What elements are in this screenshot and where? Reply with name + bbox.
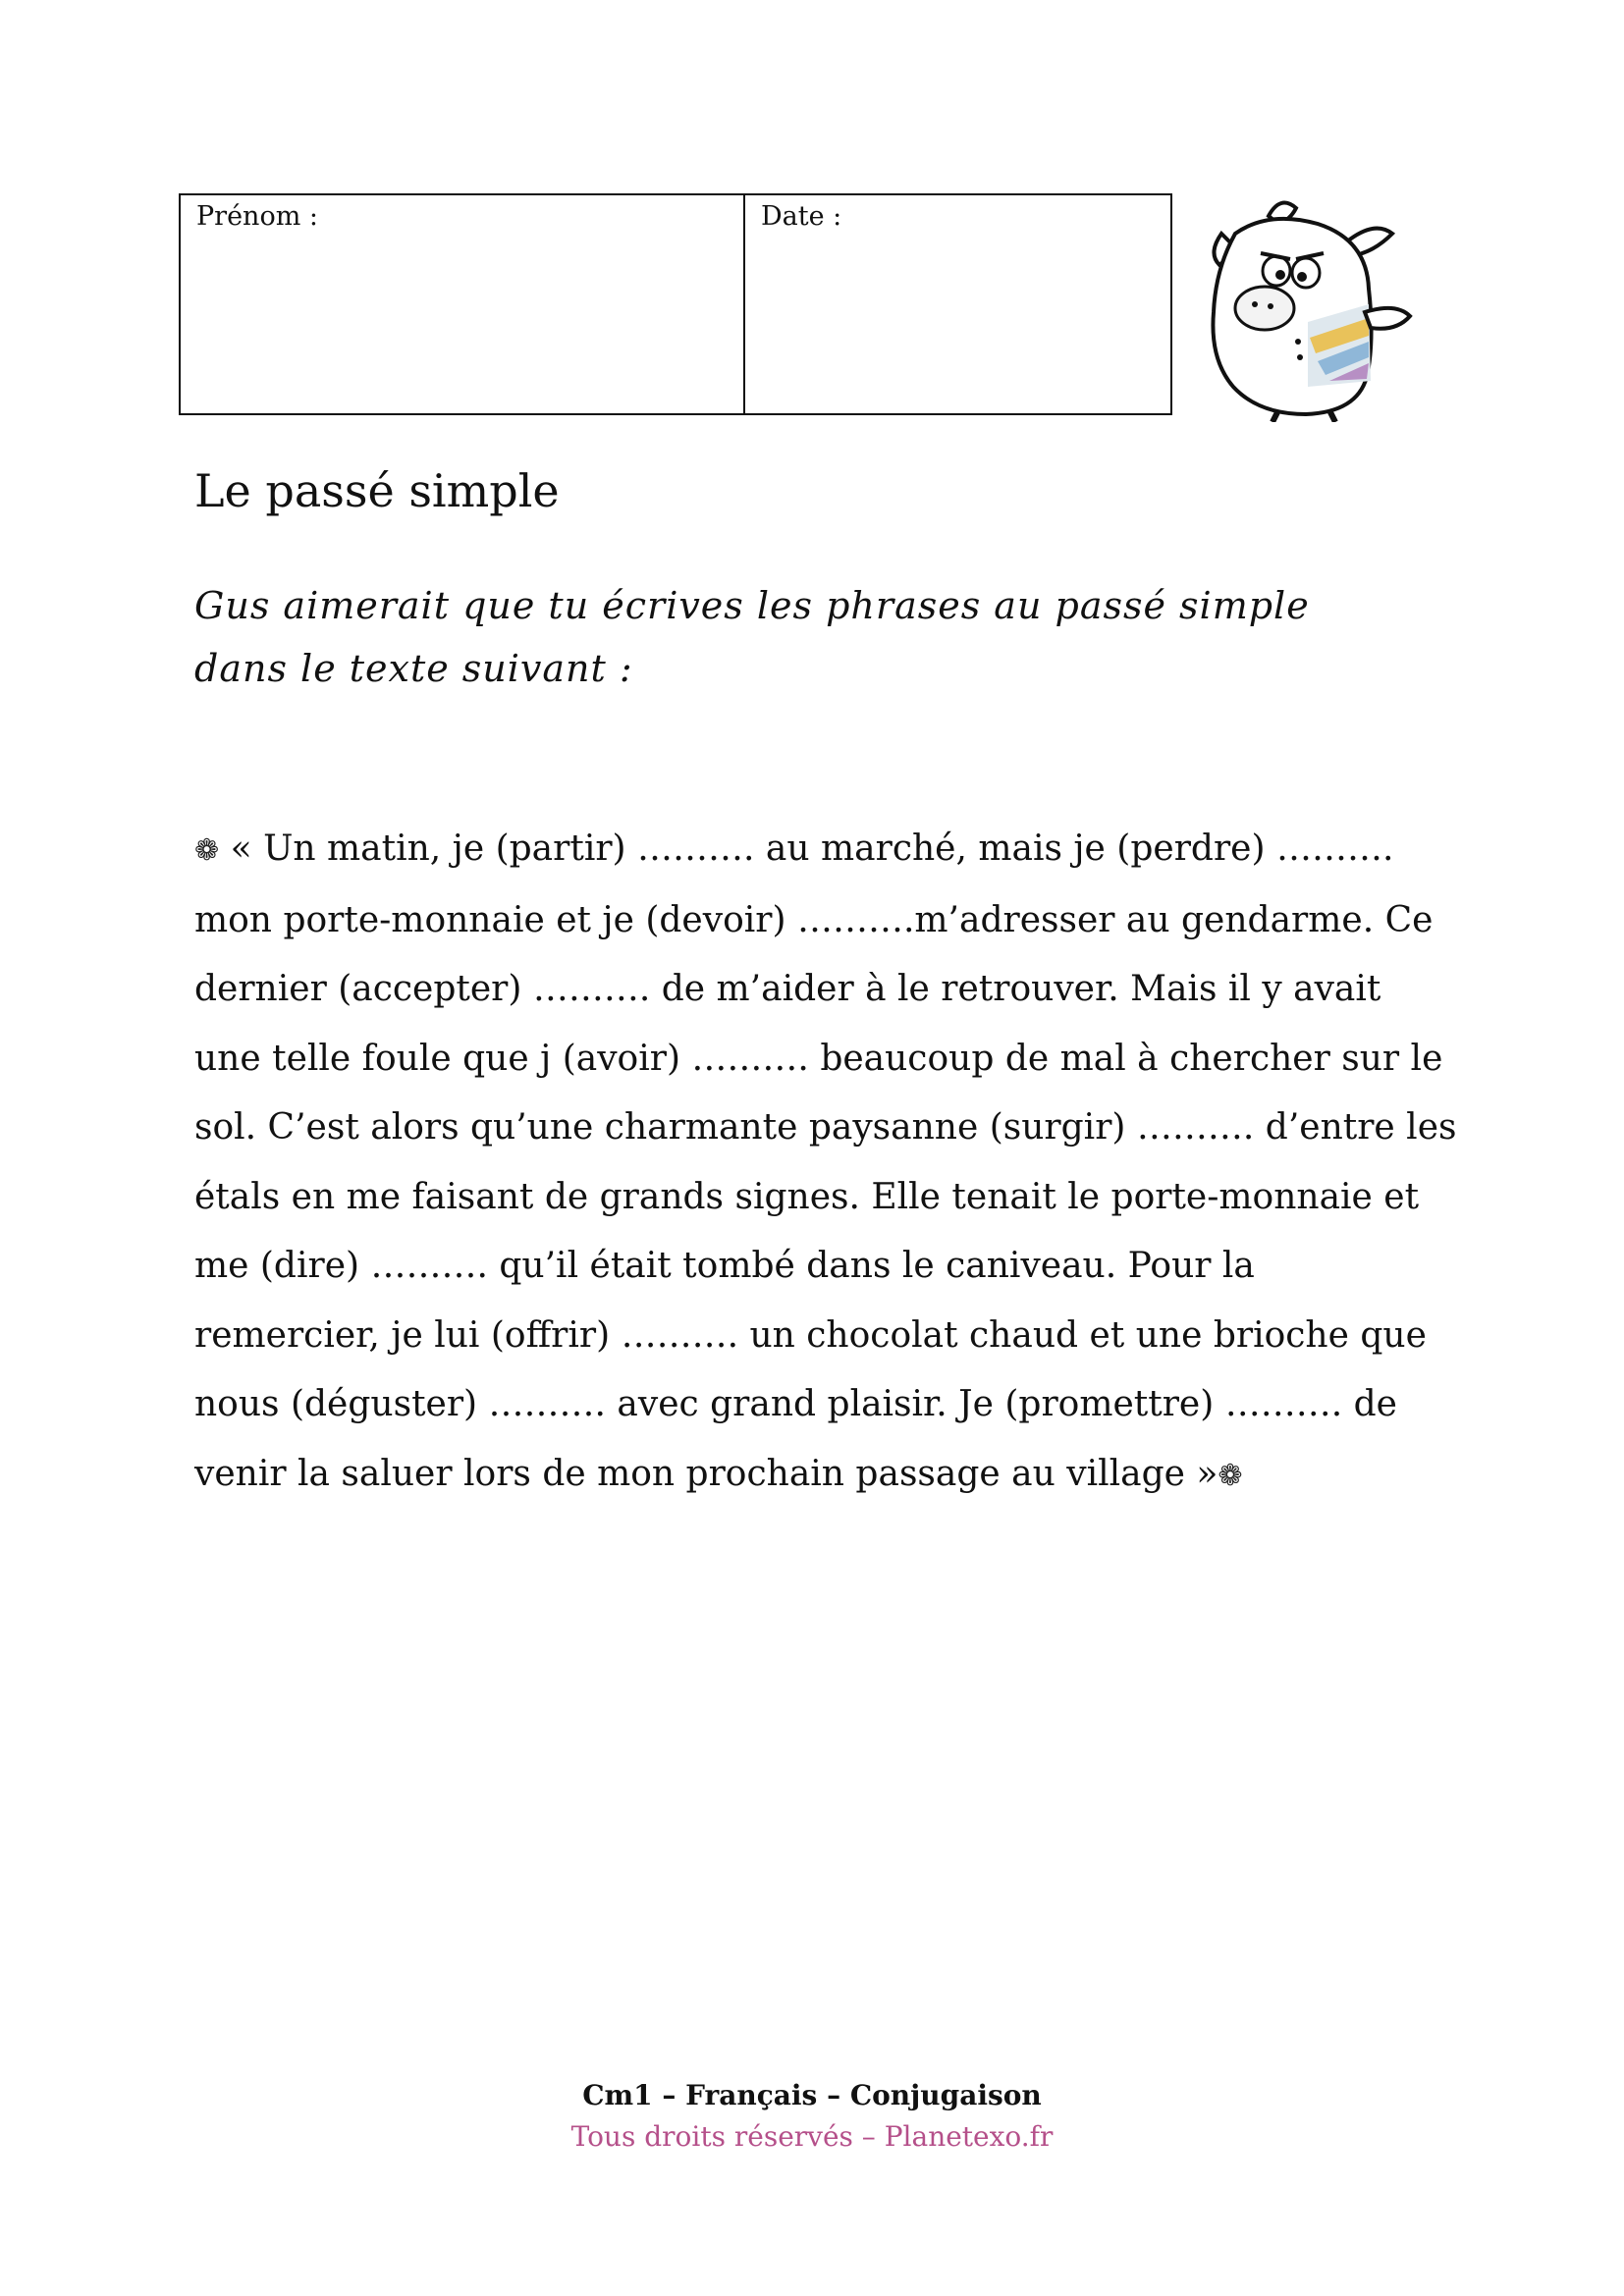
- exercise-line-5: sol. C’est alors qu’une charmante paysanne (surgir) ………. d’entre les: [194, 1107, 1457, 1148]
- gus-mascot-icon: [1200, 194, 1418, 422]
- exercise-line-4: une telle foule que j (avoir) ………. beaucoup de mal à chercher sur le: [194, 1038, 1443, 1079]
- name-label: Prénom :: [196, 201, 318, 232]
- exercise-line-3: dernier (accepter) ………. de m’aider à le retrouver. Mais il y avait: [194, 969, 1381, 1009]
- exercise-line-6: étals en me faisant de grands signes. Elle tenait le porte-monnaie et: [194, 1176, 1420, 1217]
- exercise-line-8: remercier, je lui (offrir) ………. un chocolat chaud et une brioche que: [194, 1314, 1427, 1356]
- exercise-text: [194, 815, 1471, 1511]
- exercise-line-9: nous (déguster) ………. avec grand plaisir. Je (promettre) ………. de: [194, 1384, 1397, 1424]
- exercise-line-1: ❁ « Un matin, je (partir) ………. au marché, mais je (perdre) ……….: [194, 828, 1394, 869]
- exercise-line-10: venir la saluer lors de mon prochain passage au village »❁: [194, 1453, 1243, 1494]
- date-cell[interactable]: [745, 195, 1170, 413]
- flower-icon: ❁: [194, 833, 220, 868]
- page-title: Le passé simple: [194, 464, 560, 517]
- name-cell[interactable]: [181, 195, 745, 413]
- instructions: [194, 574, 1432, 700]
- student-info-table: [179, 193, 1172, 415]
- instructions-line-2: dans le texte suivant :: [194, 647, 633, 690]
- exercise-line-7: me (dire) ………. qu’il était tombé dans le caniveau. Pour la: [194, 1246, 1255, 1286]
- instructions-line-1: Gus aimerait que tu écrives les phrases au passé simple: [194, 584, 1310, 627]
- flower-icon: ❁: [1218, 1458, 1243, 1493]
- footer-rights: Tous droits réservés – Planetexo.fr: [570, 2120, 1054, 2153]
- exercise-line-2: mon porte-monnaie et je (devoir) ……….m’adresser au gendarme. Ce: [194, 899, 1434, 940]
- date-label: Date :: [761, 201, 842, 232]
- footer-course: Cm1 – Français – Conjugaison: [582, 2079, 1042, 2111]
